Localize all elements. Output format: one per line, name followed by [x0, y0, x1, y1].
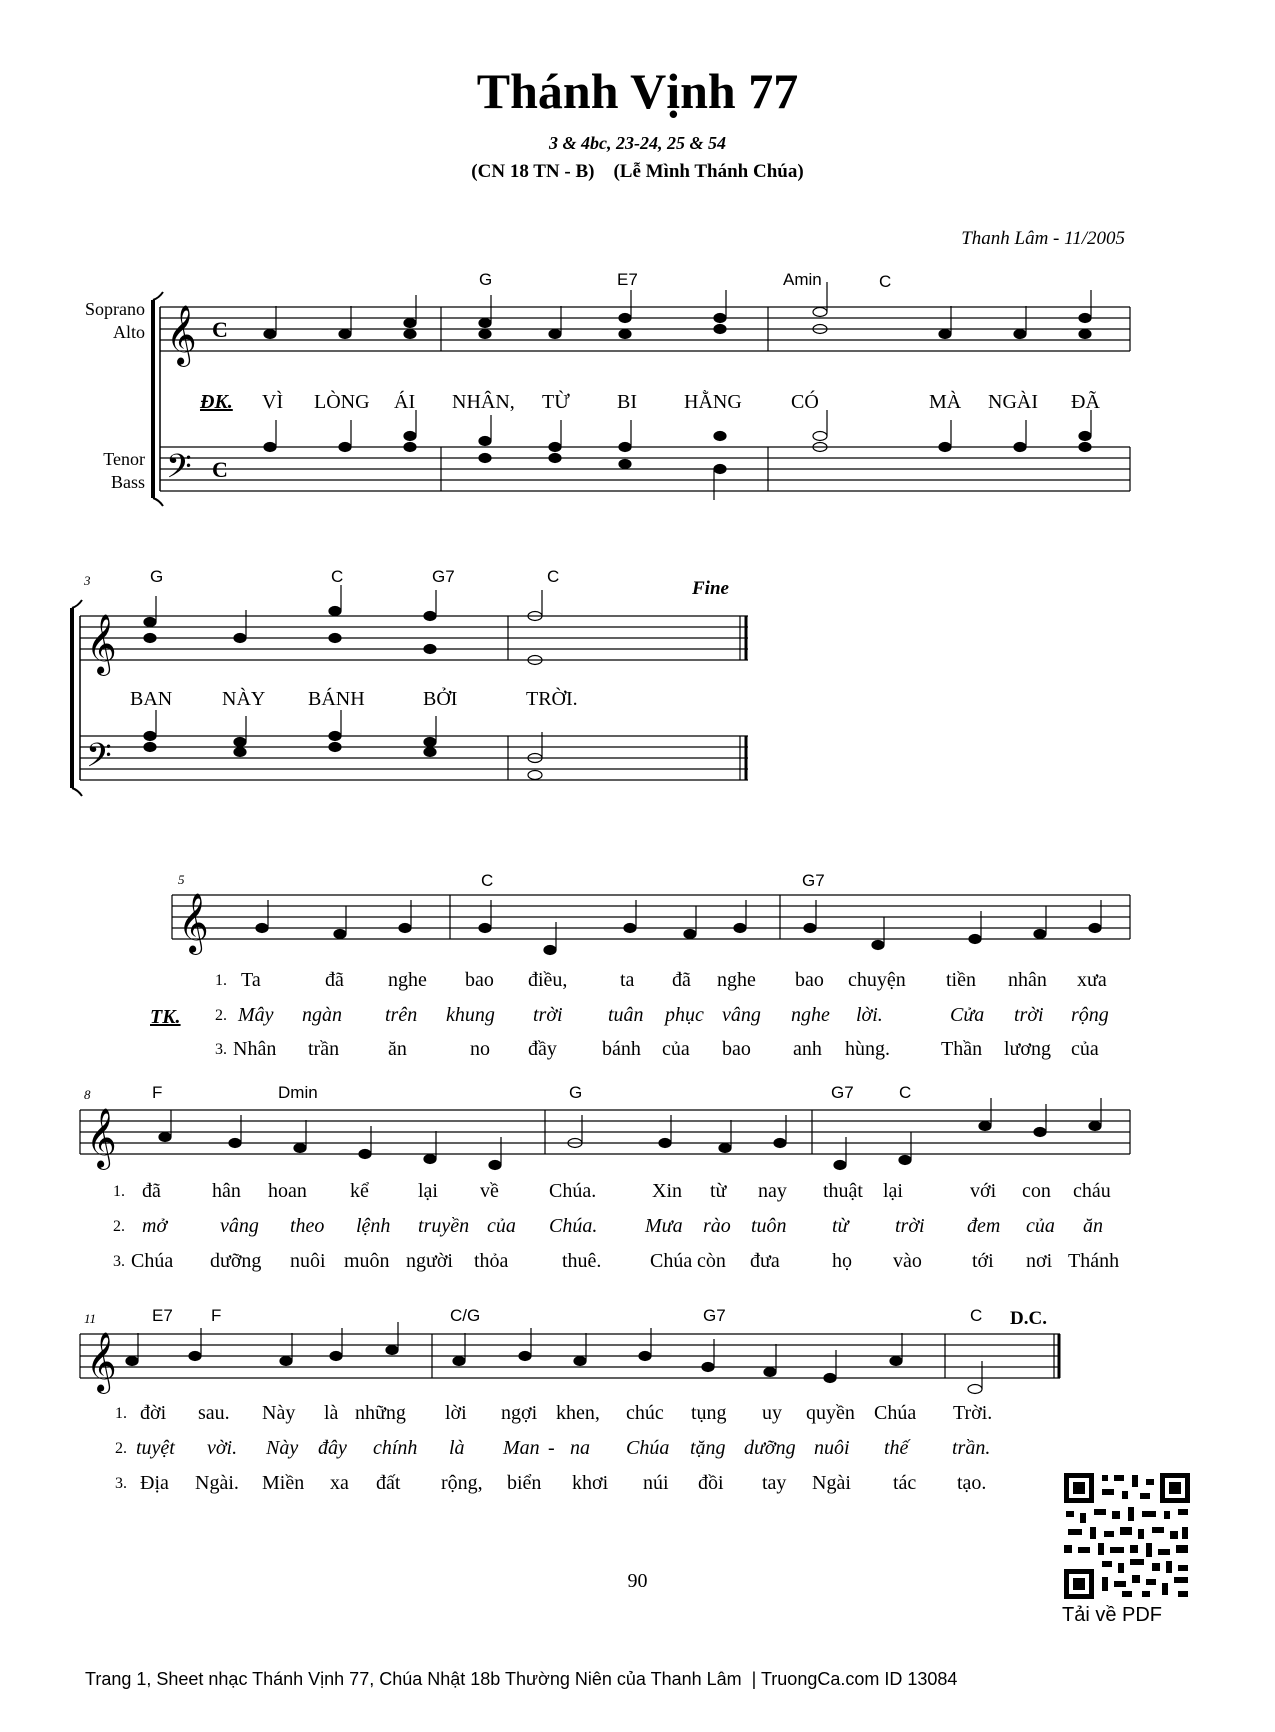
lyric: NGÀI [988, 391, 1038, 413]
measure-number: 3 [84, 573, 91, 588]
lyric: tuân [608, 1004, 644, 1026]
lyric: NÀY [222, 688, 266, 710]
lyric: BÁNH [308, 688, 365, 710]
measure-number: 8 [84, 1087, 91, 1102]
chord: C [331, 567, 344, 586]
chord: C [899, 1083, 912, 1102]
lyric: đưa [750, 1250, 780, 1272]
lyric: Chúa. [549, 1180, 597, 1202]
dc-mark: D.C. [1010, 1308, 1047, 1329]
staff-s2-bass [80, 736, 748, 780]
lyric: đã [325, 969, 344, 991]
lyric: của [662, 1038, 690, 1060]
lyric: về [480, 1180, 499, 1202]
lyric: sau. [198, 1402, 230, 1424]
lyric: nghe [717, 969, 756, 991]
chord: Dmin [278, 1083, 318, 1102]
lyric: uy [762, 1402, 782, 1424]
lyric: Miền [262, 1472, 305, 1494]
lyric: Ngài [812, 1472, 851, 1494]
chord: C [970, 1306, 983, 1325]
chord: G [150, 567, 164, 586]
lyric: tiền [946, 969, 976, 991]
verse-number: 1. [113, 1183, 125, 1200]
lyric: cháu [1073, 1180, 1111, 1202]
song-title: Thánh Vịnh 77 [476, 63, 799, 119]
treble-clef-s1: 𝄞 [166, 305, 197, 365]
chord: E7 [617, 270, 638, 289]
lyric: vâng [220, 1215, 259, 1237]
lyric: chúc [626, 1402, 664, 1424]
lyric: đã [142, 1180, 161, 1202]
lyric: Mưa [645, 1215, 683, 1237]
treble-clef-s5: 𝄞 [86, 1332, 117, 1392]
chord: C/G [450, 1306, 481, 1325]
chord: Amin [783, 270, 822, 289]
lyric: Mây [238, 1004, 274, 1026]
lyric: Nhân [233, 1038, 277, 1060]
lyric: Chúa [131, 1250, 174, 1272]
lyric: lương [1004, 1038, 1051, 1060]
lyric: BAN [130, 688, 173, 710]
lyric: nhân [1008, 969, 1047, 991]
lyric: no [470, 1038, 490, 1060]
voice-tenor: Tenor [103, 449, 145, 469]
lyric: chính [373, 1437, 418, 1459]
lyric: của [1071, 1038, 1099, 1060]
staff-s1-treble [160, 307, 1130, 351]
lyric: ta [620, 969, 635, 991]
chord: G [569, 1083, 583, 1102]
lyric: tuyệt [136, 1437, 175, 1459]
lyric: dưỡng [210, 1250, 262, 1272]
lyric: thuật [823, 1180, 863, 1202]
lyric: ngàn [302, 1004, 342, 1026]
lyric: đây [318, 1437, 347, 1459]
lyric: bao [795, 969, 824, 991]
lyric: Này [266, 1437, 299, 1459]
staff-s1-bass [160, 447, 1130, 491]
composer: Thanh Lâm - 11/2005 [961, 228, 1125, 249]
lyric: nay [758, 1180, 787, 1202]
verse-number: 2. [113, 1218, 125, 1235]
lyric: tuôn [751, 1215, 787, 1237]
lyric: muôn [344, 1250, 390, 1272]
lyric: rộng [1071, 1004, 1109, 1026]
lyric: quyền [806, 1402, 855, 1424]
lyric: hân [212, 1180, 241, 1202]
voice-alto: Alto [112, 322, 145, 342]
lyric: ăn [1083, 1215, 1103, 1237]
fine-mark: Fine [692, 578, 729, 599]
page-number: 90 [627, 1570, 648, 1592]
occasion: (CN 18 TN - B) (Lễ Mình Thánh Chúa) [471, 161, 804, 182]
lyric: CÓ [791, 391, 819, 413]
lyric: xưa [1077, 969, 1107, 991]
svg-text:C: C [212, 457, 228, 482]
lyric: tay [762, 1472, 787, 1494]
verse-number: 3. [115, 1475, 127, 1492]
verse-number: 1. [115, 1405, 127, 1422]
treble-clef-s2: 𝄞 [86, 614, 117, 674]
qr-code-icon[interactable] [1062, 1471, 1192, 1601]
lyric: nuôi [814, 1437, 850, 1459]
lyric: họ [832, 1250, 852, 1272]
lyric: xa [330, 1472, 349, 1494]
lyric: ăn [388, 1038, 407, 1060]
chord: G7 [432, 567, 455, 586]
lyric: tặng [690, 1437, 726, 1459]
chord: C [547, 567, 560, 586]
treble-clef-s3: 𝄞 [178, 893, 209, 953]
lyric: rộng, [441, 1472, 483, 1494]
lyric: bao [465, 969, 494, 991]
noteheads [126, 282, 1101, 1394]
lyric: nghe [791, 1004, 830, 1026]
svg-text:C: C [212, 317, 228, 342]
lyric: còn [697, 1250, 726, 1272]
lyric: BI [617, 391, 637, 413]
lyric: đời [140, 1402, 167, 1424]
lyric: trời [895, 1215, 925, 1237]
lyric: thỏa [474, 1250, 509, 1272]
staff-s3-treble [172, 895, 1130, 939]
lyric: vào [893, 1250, 922, 1272]
lyric: với [970, 1180, 997, 1202]
staff-s5-treble [80, 1334, 1060, 1378]
lyric: rào [703, 1215, 731, 1237]
lyric: chuyện [848, 969, 906, 991]
lyric: đã [672, 969, 691, 991]
measure-number: 5 [178, 872, 185, 887]
lyric: thuê. [562, 1250, 602, 1272]
lyric: núi [643, 1472, 669, 1494]
lyric: mở [142, 1215, 168, 1237]
lyric: ÁI [394, 391, 416, 413]
psalm-verses: 3 & 4bc, 23-24, 25 & 54 [549, 133, 726, 153]
lyric: na [570, 1437, 590, 1459]
lyric: Ngài. [195, 1472, 239, 1494]
voice-bass: Bass [110, 472, 145, 492]
chord: F [211, 1306, 222, 1325]
lyric: từ [832, 1215, 849, 1237]
lyric: NHÂN, [452, 391, 515, 413]
verse-number: 2. [215, 1007, 227, 1024]
lyric: trời [1014, 1004, 1044, 1026]
lyric: lệnh [356, 1215, 391, 1237]
lyric: phục [665, 1004, 704, 1026]
measure-number: 11 [84, 1311, 97, 1326]
lyric: tụng [691, 1402, 727, 1424]
lyric: lại [883, 1180, 903, 1202]
lyric: VÌ [262, 391, 284, 413]
lyric: TỪ [542, 391, 570, 413]
lyric: Cửa [950, 1004, 985, 1026]
lyric: đầy [528, 1038, 557, 1060]
voice-soprano: Soprano [85, 299, 145, 319]
lyric: Ta [241, 969, 261, 991]
chord: F [152, 1083, 163, 1102]
lyric: LÒNG [314, 391, 370, 413]
lyric: Địa [140, 1472, 169, 1494]
lyric: tác [893, 1472, 917, 1494]
lyric: từ [710, 1180, 727, 1202]
chord: E7 [152, 1306, 173, 1325]
lyric: tới [972, 1250, 994, 1272]
lyric: nơi [1026, 1250, 1053, 1272]
lyric: trần [308, 1038, 340, 1060]
lyric: Chúa [874, 1402, 917, 1424]
verse-number: 3. [113, 1253, 125, 1270]
lyric: nuôi [290, 1250, 326, 1272]
lyric: TRỜI. [526, 688, 578, 710]
lyric: khen, [556, 1402, 600, 1424]
lyric: Xin [652, 1180, 682, 1202]
lyric: kể [350, 1180, 369, 1202]
lyric: Chúa [626, 1437, 670, 1459]
footer-caption: Trang 1, Sheet nhạc Thánh Vịnh 77, Chúa Nhật 18b Thường Niên của Thanh Lâm | TruongCa.com ID 13084 [85, 1669, 958, 1689]
chord: C [481, 871, 494, 890]
lyric: anh [793, 1038, 822, 1060]
download-pdf-link[interactable]: Tải về PDF [1062, 1604, 1163, 1626]
lyric: trời [533, 1004, 563, 1026]
lyric: lời. [856, 1004, 883, 1026]
lyric: Man [503, 1437, 540, 1459]
lyric: Thần [941, 1038, 983, 1060]
lyric: tạo. [957, 1472, 987, 1494]
lyric: ĐÃ [1071, 391, 1100, 413]
lyric: đem [967, 1215, 1001, 1237]
bass-clef-s1: 𝄢 [166, 448, 192, 494]
lyric: Thánh [1068, 1250, 1120, 1272]
lyric: lại [418, 1180, 438, 1202]
lyric: ngợi [501, 1402, 538, 1424]
treble-clef-s4: 𝄞 [86, 1108, 117, 1168]
lyric: của [487, 1215, 516, 1237]
lyric: đất [376, 1472, 401, 1494]
lyric: Chúa. [549, 1215, 598, 1237]
lyric: Này [262, 1402, 296, 1424]
lyric: hoan [268, 1180, 307, 1202]
lyric: nghe [388, 969, 427, 991]
lyric: điều, [528, 969, 568, 991]
lyric: trên [385, 1004, 418, 1026]
chord: G7 [831, 1083, 854, 1102]
lyric: lời [445, 1402, 467, 1424]
chord: G [479, 270, 493, 289]
lyric: HẰNG [684, 391, 742, 413]
lyric: bánh [602, 1038, 641, 1060]
verse-number: 2. [115, 1440, 127, 1457]
lyric: Chúa [650, 1250, 693, 1272]
lyric: đồi [698, 1472, 724, 1494]
lyric: truyền [418, 1215, 470, 1237]
lyric: biển [507, 1472, 542, 1494]
lyric: BỞI [423, 688, 458, 710]
lyric: Trời. [953, 1402, 993, 1424]
verse-number: 3. [215, 1041, 227, 1058]
staff-s2-treble [80, 616, 748, 660]
lyric: bao [722, 1038, 751, 1060]
lyric: trần. [952, 1437, 991, 1459]
lyric: MÀ [929, 391, 962, 413]
chord: G7 [802, 871, 825, 890]
lyric: là [324, 1402, 339, 1424]
lyric: dưỡng [744, 1437, 796, 1459]
lyric: những [355, 1402, 406, 1424]
verse-label: TK. [150, 1006, 181, 1028]
verse-number: 1. [215, 972, 227, 989]
bass-clef-s2: 𝄢 [86, 737, 112, 783]
lyric: khơi [572, 1472, 609, 1494]
lyric: khung [446, 1004, 495, 1026]
lyric: của [1026, 1215, 1055, 1237]
lyric: là [449, 1437, 465, 1459]
lyric: - [548, 1437, 555, 1459]
lyric: con [1022, 1180, 1051, 1202]
lyric: theo [290, 1215, 325, 1237]
lyric: vâng [722, 1004, 761, 1026]
chord: C [879, 272, 892, 291]
lyric: thế [884, 1437, 909, 1459]
lyric: người [406, 1250, 453, 1272]
refrain-label: ĐK. [200, 391, 233, 413]
lyric: hùng. [845, 1038, 890, 1060]
chord: G7 [703, 1306, 726, 1325]
lyric: vời. [207, 1437, 238, 1459]
